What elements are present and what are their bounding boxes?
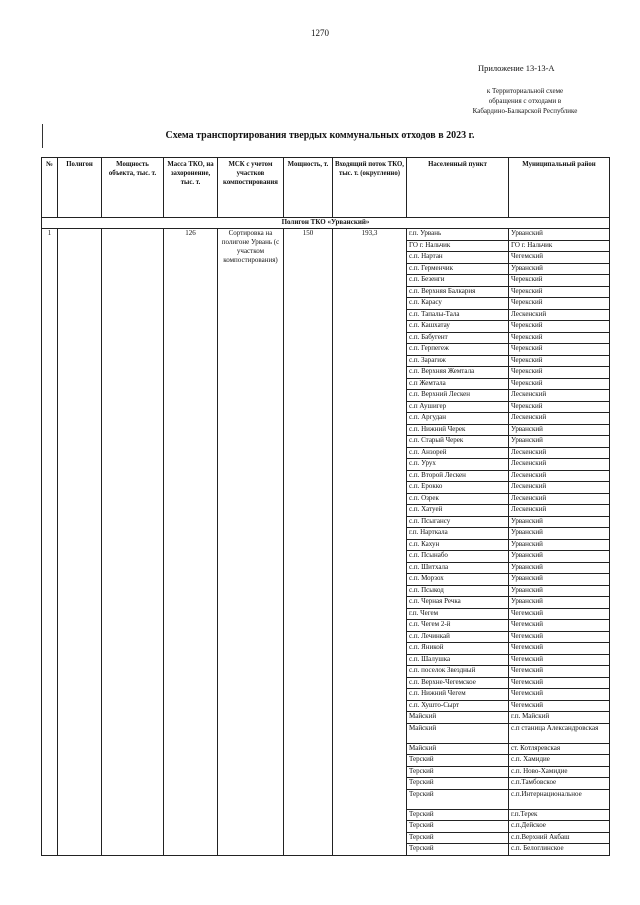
district-cell: Чегемский <box>509 620 610 632</box>
settlement-cell: с.п. Черная Речка <box>407 597 509 609</box>
row-number: 1 <box>42 229 58 856</box>
settlement-cell: с.п. Зарагиж <box>407 355 509 367</box>
settlement-cell: с.п. Шитхала <box>407 562 509 574</box>
msk-cell: Сортировка на полигоне Урвань (с участком компостирования) <box>218 229 284 856</box>
district-cell: Чегемский <box>509 608 610 620</box>
district-cell: Урванский <box>509 229 610 241</box>
settlement-cell: Терский <box>407 832 509 844</box>
district-cell: Урванский <box>509 597 610 609</box>
settlement-cell: с.п. Чегем 2-й <box>407 620 509 632</box>
annex-line: Кабардино-Балкарской Республике <box>472 107 578 115</box>
district-cell: Черекский <box>509 275 610 287</box>
settlement-cell: с.п. Герменчик <box>407 263 509 275</box>
settlement-cell: с.п. Хатуей <box>407 505 509 517</box>
district-cell: г.п.Терек <box>509 809 610 821</box>
settlement-cell: с.п. Яникой <box>407 643 509 655</box>
district-cell: Чегемский <box>509 643 610 655</box>
district-cell: Черекский <box>509 332 610 344</box>
settlement-cell: с.п. Верхняя Балкария <box>407 286 509 298</box>
capacity-cell: 150 <box>284 229 333 856</box>
district-cell: г.п. Майский <box>509 712 610 724</box>
district-cell: Урванский <box>509 539 610 551</box>
district-cell: с.п.Интернациональное <box>509 789 610 809</box>
settlement-cell: с.п. Хушто-Сырт <box>407 700 509 712</box>
facility-capacity-cell <box>102 229 164 856</box>
appendix-label: Приложение 13-13-А <box>478 63 555 73</box>
district-cell: Лескенский <box>509 493 610 505</box>
settlement-cell: с.п. Псыгансу <box>407 516 509 528</box>
section-title: Полигон ТКО «Урванский» <box>42 218 610 229</box>
settlement-cell: с.п. Псыкод <box>407 585 509 597</box>
settlement-cell: г.п. Урвань <box>407 229 509 241</box>
district-cell: Лескенский <box>509 309 610 321</box>
column-header: Муниципальный район <box>509 158 610 218</box>
district-cell: Урванский <box>509 574 610 586</box>
district-cell: Урванский <box>509 516 610 528</box>
settlement-cell: Майский <box>407 743 509 755</box>
district-cell: Черекский <box>509 298 610 310</box>
settlement-cell: Терский <box>407 766 509 778</box>
settlement-cell: Терский <box>407 778 509 790</box>
column-header: № <box>42 158 58 218</box>
settlement-cell: с.п. Герпегеж <box>407 344 509 356</box>
column-header: Полигон <box>58 158 102 218</box>
settlement-cell: с.п. Верхний Лескен <box>407 390 509 402</box>
district-cell: Чегемский <box>509 252 610 264</box>
district-cell: Лескенский <box>509 505 610 517</box>
settlement-cell: Терский <box>407 821 509 833</box>
district-cell: Чегемский <box>509 666 610 678</box>
column-header: Мощность, т. <box>284 158 333 218</box>
settlement-cell: с.п. Ерокко <box>407 482 509 494</box>
district-cell: Чегемский <box>509 631 610 643</box>
settlement-cell: с.п. Аргудан <box>407 413 509 425</box>
district-cell: Лескенский <box>509 413 610 425</box>
district-cell: Урванский <box>509 263 610 275</box>
settlement-cell: Майский <box>407 712 509 724</box>
settlement-cell: с.п. Кашхатау <box>407 321 509 333</box>
settlement-cell: с.п. Старый Черек <box>407 436 509 448</box>
district-cell: Лескенский <box>509 470 610 482</box>
district-cell: Черекский <box>509 344 610 356</box>
page-number: 1270 <box>311 28 329 38</box>
district-cell: с.п.Верхний Акбаш <box>509 832 610 844</box>
settlement-cell: с.п. Нижний Чегем <box>407 689 509 701</box>
settlement-cell: с.п Жемтала <box>407 378 509 390</box>
section-row <box>42 218 610 229</box>
settlement-cell: с.п. Урух <box>407 459 509 471</box>
column-header: МСК с учетом участков компостирования <box>218 158 284 218</box>
settlement-cell: с.п. Карасу <box>407 298 509 310</box>
settlement-cell: Терский <box>407 755 509 767</box>
district-cell: Урванский <box>509 424 610 436</box>
settlement-cell: с.п. Верхне-Чегемское <box>407 677 509 689</box>
table-header <box>42 158 610 218</box>
settlement-cell: ГО г. Нальчик <box>407 240 509 252</box>
annex-line: к Территориальной схеме <box>486 87 564 95</box>
settlement-cell: Терский <box>407 809 509 821</box>
settlement-cell: Терский <box>407 844 509 856</box>
district-cell: Урванский <box>509 562 610 574</box>
settlement-cell: с.п. Верхняя Жемтала <box>407 367 509 379</box>
transport-scheme-table <box>41 157 610 856</box>
document-title: Схема транспортирования твердых коммунальных отходов в 2023 г. <box>165 130 475 141</box>
district-cell: Лескенский <box>509 459 610 471</box>
district-cell: с.п. Хамидие <box>509 755 610 767</box>
settlement-cell: с.п. Анзорей <box>407 447 509 459</box>
column-header: Населенный пункт <box>407 158 509 218</box>
district-cell: Черекский <box>509 321 610 333</box>
settlement-cell: г.п. Нарткала <box>407 528 509 540</box>
inflow-cell: 193,3 <box>333 229 407 856</box>
district-cell: Черекский <box>509 286 610 298</box>
settlement-cell: Терский <box>407 789 509 809</box>
district-cell: с.п.Тамбовское <box>509 778 610 790</box>
settlement-cell: с.п. Лечинкай <box>407 631 509 643</box>
district-cell: с.п.Дейское <box>509 821 610 833</box>
district-cell: Чегемский <box>509 654 610 666</box>
district-cell: Урванский <box>509 436 610 448</box>
settlement-cell: г.п. Чегем <box>407 608 509 620</box>
column-header: Входящий поток ТКО, тыс. т. (округленно) <box>333 158 407 218</box>
settlement-cell: с.п. Кахун <box>407 539 509 551</box>
table-row <box>42 229 610 241</box>
district-cell: Лескенский <box>509 390 610 402</box>
district-cell: с.п. Ново-Хамидие <box>509 766 610 778</box>
district-cell: Черекский <box>509 401 610 413</box>
settlement-cell: с.п. Второй Лескен <box>407 470 509 482</box>
settlement-cell: с.п. Нартан <box>407 252 509 264</box>
settlement-cell: с.п. поселок Звездный <box>407 666 509 678</box>
district-cell: Урванский <box>509 528 610 540</box>
column-header: Мощность объекта, тыс. т. <box>102 158 164 218</box>
district-cell: Урванский <box>509 585 610 597</box>
district-cell: Черекский <box>509 367 610 379</box>
district-cell: с.п станица Александровская <box>509 723 610 743</box>
settlement-cell: с.п. Морзох <box>407 574 509 586</box>
district-cell: Чегемский <box>509 677 610 689</box>
district-cell: Лескенский <box>509 482 610 494</box>
district-cell: Лескенский <box>509 447 610 459</box>
annex-note <box>440 86 610 116</box>
settlement-cell: с.п. Бабугент <box>407 332 509 344</box>
settlement-cell: с.п. Тапалы-Тала <box>407 309 509 321</box>
district-cell: Чегемский <box>509 689 610 701</box>
column-header: Масса ТКО, на захоронение, тыс. т. <box>164 158 218 218</box>
settlement-cell: с.п. Озрек <box>407 493 509 505</box>
district-cell: Урванский <box>509 551 610 563</box>
mass-cell: 126 <box>164 229 218 856</box>
settlement-cell: Майский <box>407 723 509 743</box>
district-cell: Чегемский <box>509 700 610 712</box>
district-cell: с.п. Белоглинское <box>509 844 610 856</box>
district-cell: Черекский <box>509 378 610 390</box>
district-cell: Черекский <box>509 355 610 367</box>
settlement-cell: с.п. Псынабо <box>407 551 509 563</box>
district-cell: ст. Котляревская <box>509 743 610 755</box>
settlement-cell: с.п Аушигер <box>407 401 509 413</box>
annex-line: обращения с отходами в <box>488 97 562 105</box>
settlement-cell: с.п. Безенги <box>407 275 509 287</box>
settlement-cell: с.п. Нижний Черек <box>407 424 509 436</box>
landfill-cell <box>58 229 102 856</box>
district-cell: ГО г. Нальчик <box>509 240 610 252</box>
settlement-cell: с.п. Шалушка <box>407 654 509 666</box>
